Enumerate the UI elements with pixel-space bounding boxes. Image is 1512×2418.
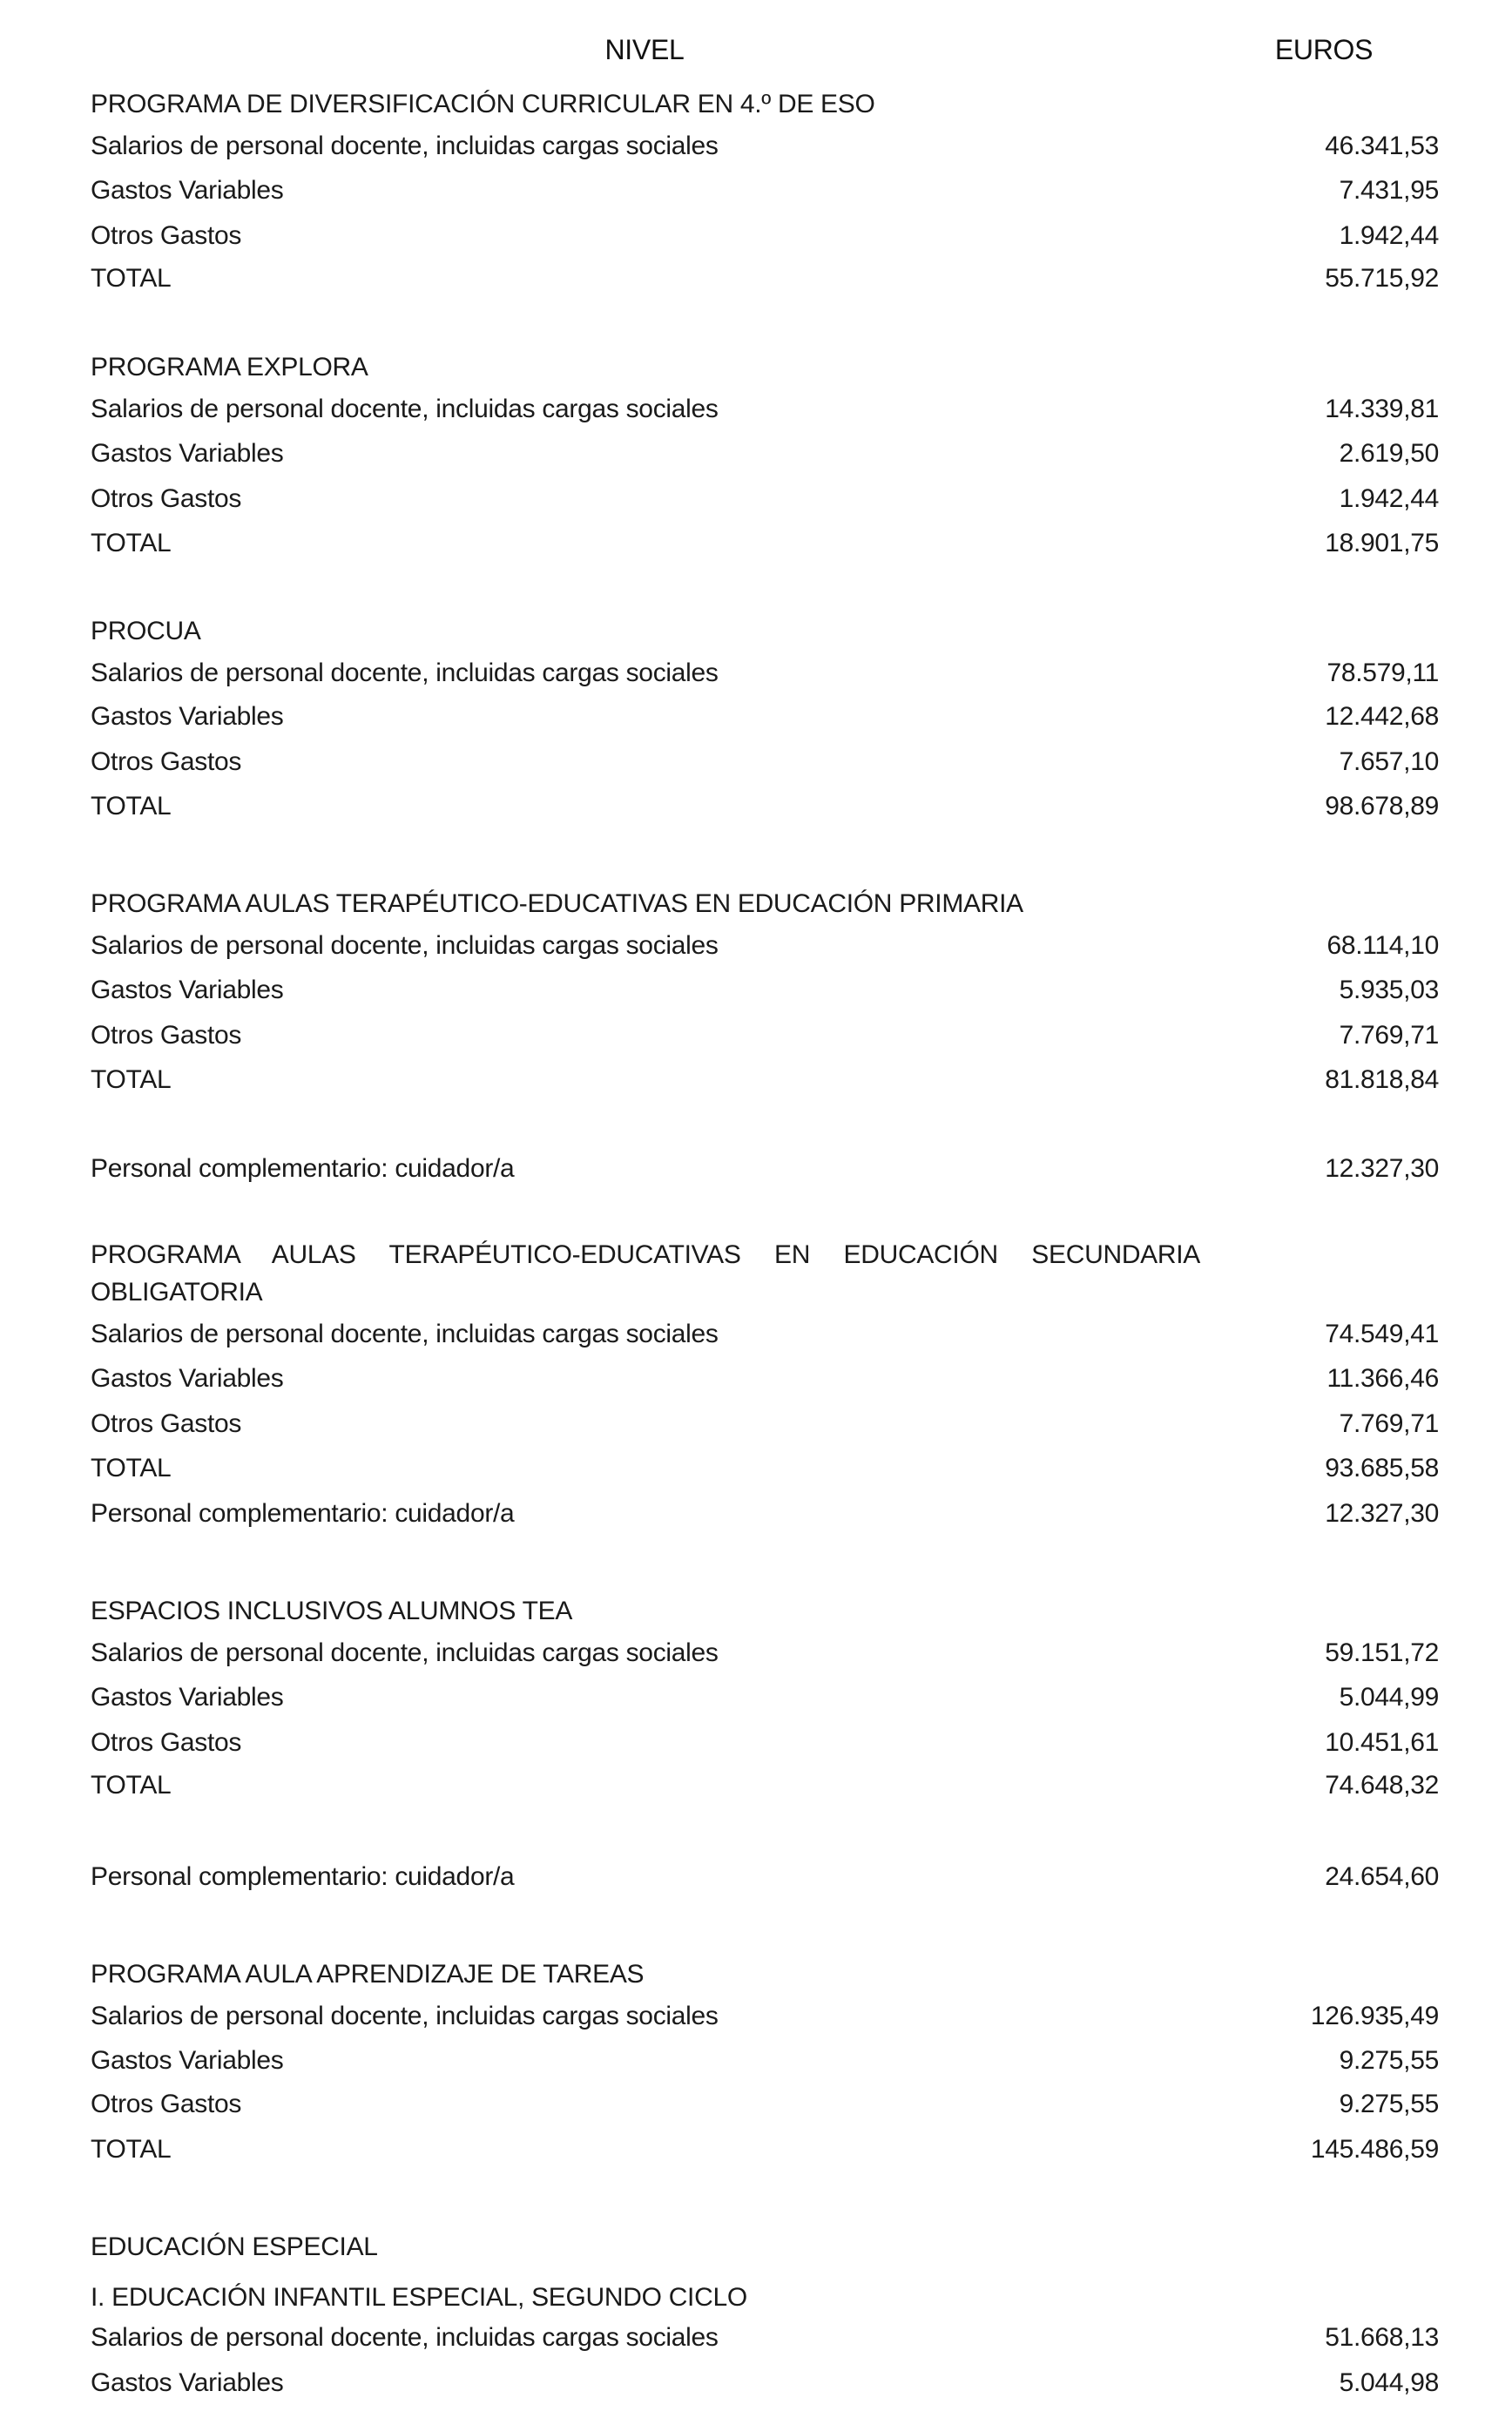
- table-row-total: [91, 2134, 1439, 2165]
- table-row: [91, 394, 1439, 425]
- table-row-complementary: [91, 1861, 1439, 1893]
- row-amount: 5.935,03: [1339, 976, 1439, 1004]
- row-amount: 78.579,11: [1326, 659, 1439, 687]
- row-label: Gastos Variables: [91, 176, 284, 205]
- row-amount: 14.339,81: [1325, 395, 1439, 423]
- table-row-total: [91, 1770, 1439, 1801]
- table-row: [91, 1363, 1439, 1395]
- row-label: Otros Gastos: [91, 1728, 242, 1757]
- table-row: [91, 975, 1439, 1006]
- row-label: Gastos Variables: [91, 439, 284, 468]
- row-label: Personal complementario: cuidador/a: [91, 1154, 515, 1183]
- row-amount: 9.275,55: [1339, 2046, 1439, 2075]
- row-amount: 2.619,50: [1339, 439, 1439, 468]
- row-amount: 68.114,10: [1326, 931, 1439, 960]
- table-row: [91, 701, 1439, 733]
- row-amount: 55.715,92: [1325, 264, 1439, 293]
- row-amount: 12.442,68: [1325, 702, 1439, 731]
- row-label: Gastos Variables: [91, 2368, 284, 2397]
- table-row: [91, 1638, 1439, 1669]
- row-label: Otros Gastos: [91, 2090, 242, 2118]
- row-label: Salarios de personal docente, incluidas cargas sociales: [91, 2323, 719, 2352]
- row-label: TOTAL: [91, 2135, 172, 2164]
- table-row: [91, 2089, 1439, 2120]
- row-label: Gastos Variables: [91, 1364, 284, 1393]
- section-title-text: PROGRAMA EXPLORA: [91, 353, 368, 382]
- table-row: [91, 658, 1439, 689]
- row-amount: 5.044,99: [1339, 1683, 1439, 1712]
- row-label: TOTAL: [91, 529, 172, 557]
- row-amount: 93.685,58: [1325, 1454, 1439, 1483]
- row-amount: 5.044,98: [1339, 2368, 1439, 2397]
- row-label: Salarios de personal docente, incluidas cargas sociales: [91, 132, 719, 160]
- row-label: Gastos Variables: [91, 976, 284, 1004]
- table-row: [91, 2367, 1439, 2399]
- row-label: TOTAL: [91, 1065, 172, 1094]
- row-label: Salarios de personal docente, incluidas cargas sociales: [91, 1638, 719, 1667]
- row-amount: 18.901,75: [1325, 529, 1439, 557]
- section-title-line2: OBLIGATORIA: [91, 1278, 263, 1307]
- row-label: Gastos Variables: [91, 2046, 284, 2075]
- row-amount: 7.657,10: [1339, 747, 1439, 776]
- row-amount: 74.549,41: [1325, 1320, 1439, 1348]
- row-amount: 1.942,44: [1339, 484, 1439, 513]
- column-header-euros: EUROS: [1274, 34, 1374, 65]
- table-row: [91, 175, 1439, 206]
- row-label: Salarios de personal docente, incluidas cargas sociales: [91, 1320, 719, 1348]
- row-amount: 10.451,61: [1325, 1728, 1439, 1757]
- table-row: [91, 438, 1439, 469]
- row-amount: 126.935,49: [1310, 2002, 1439, 2030]
- table-row: [91, 1682, 1439, 1713]
- row-amount: 59.151,72: [1325, 1638, 1439, 1667]
- row-label: Personal complementario: cuidador/a: [91, 1499, 515, 1528]
- row-amount: 51.668,13: [1325, 2323, 1439, 2352]
- table-row: [91, 1727, 1439, 1759]
- row-label: Otros Gastos: [91, 1021, 242, 1050]
- section-title: [91, 616, 1439, 647]
- table-row-complementary: [91, 1153, 1439, 1185]
- table-row: [91, 1020, 1439, 1051]
- row-amount: 11.366,46: [1326, 1364, 1439, 1393]
- row-amount: 81.818,84: [1325, 1065, 1439, 1094]
- row-amount: 98.678,89: [1325, 792, 1439, 821]
- column-header-nivel: NIVEL: [604, 34, 685, 65]
- row-label: Salarios de personal docente, incluidas cargas sociales: [91, 395, 719, 423]
- section-title-text: EDUCACIÓN ESPECIAL: [91, 2232, 378, 2261]
- row-label: TOTAL: [91, 1771, 172, 1800]
- row-amount: 7.769,71: [1339, 1409, 1439, 1438]
- table-row: [91, 131, 1439, 162]
- section-title: [91, 1277, 1439, 1308]
- row-label: Salarios de personal docente, incluidas cargas sociales: [91, 659, 719, 687]
- table-row: [91, 220, 1439, 252]
- row-label: Otros Gastos: [91, 484, 242, 513]
- row-amount: 24.654,60: [1325, 1862, 1439, 1891]
- row-label: Salarios de personal docente, incluidas cargas sociales: [91, 931, 719, 960]
- section-subtitle: [91, 2282, 1439, 2313]
- section-title-text: PROGRAMA AULA APRENDIZAJE DE TAREAS: [91, 1960, 645, 1989]
- row-amount: 12.327,30: [1325, 1154, 1439, 1183]
- section-title-text: PROGRAMA DE DIVERSIFICACIÓN CURRICULAR EN 4.º DE ESO: [91, 90, 875, 118]
- table-row-total: [91, 263, 1439, 294]
- table-row: [91, 2045, 1439, 2077]
- table-row: [91, 2322, 1439, 2354]
- row-label: Personal complementario: cuidador/a: [91, 1862, 515, 1891]
- table-row: [91, 483, 1439, 515]
- row-amount: 46.341,53: [1325, 132, 1439, 160]
- section-title: [91, 1959, 1439, 1990]
- section-title-line1: PROGRAMA AULAS TERAPÉUTICO-EDUCATIVAS EN EDUCACIÓN SECUNDARIA: [91, 1240, 1200, 1269]
- table-row-total: [91, 1453, 1439, 1484]
- row-label: Gastos Variables: [91, 702, 284, 731]
- table-row: [91, 1408, 1439, 1440]
- table-row-complementary: [91, 1498, 1439, 1530]
- row-amount: 74.648,32: [1325, 1771, 1439, 1800]
- table-row-total: [91, 791, 1439, 822]
- row-label: Otros Gastos: [91, 1409, 242, 1438]
- section-title-text: ESPACIOS INCLUSIVOS ALUMNOS TEA: [91, 1597, 573, 1625]
- row-label: TOTAL: [91, 1454, 172, 1483]
- table-row: [91, 2001, 1439, 2032]
- section-title: [91, 89, 1439, 120]
- section-title: [91, 888, 1439, 920]
- table-row-total: [91, 528, 1439, 559]
- table-row: [91, 930, 1439, 962]
- section-title-text: PROGRAMA AULAS TERAPÉUTICO-EDUCATIVAS EN EDUCACIÓN PRIMARIA: [91, 889, 1023, 918]
- section-title: [91, 2232, 1439, 2263]
- table-row: [91, 746, 1439, 778]
- row-label: Otros Gastos: [91, 747, 242, 776]
- row-amount: 7.769,71: [1339, 1021, 1439, 1050]
- row-amount: 9.275,55: [1339, 2090, 1439, 2118]
- row-label: Gastos Variables: [91, 1683, 284, 1712]
- row-label: Otros Gastos: [91, 221, 242, 250]
- row-amount: 145.486,59: [1310, 2135, 1439, 2164]
- row-amount: 7.431,95: [1339, 176, 1439, 205]
- row-label: Salarios de personal docente, incluidas cargas sociales: [91, 2002, 719, 2030]
- table-row: [91, 1319, 1439, 1350]
- row-label: TOTAL: [91, 264, 172, 293]
- row-amount: 12.327,30: [1325, 1499, 1439, 1528]
- row-label: TOTAL: [91, 792, 172, 821]
- section-title: [91, 352, 1439, 383]
- section-title: [91, 1596, 1439, 1627]
- table-row-total: [91, 1064, 1439, 1096]
- row-amount: 1.942,44: [1339, 221, 1439, 250]
- section-title-text: PROCUA: [91, 617, 201, 645]
- section-subtitle-text: I. EDUCACIÓN INFANTIL ESPECIAL, SEGUNDO CICLO: [91, 2283, 747, 2312]
